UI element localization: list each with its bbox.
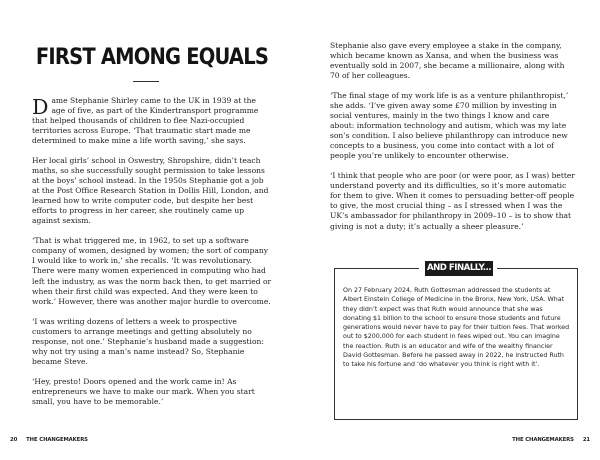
and-finally-text: On 27 February 2024, Ruth Gottesman addressed the students at Albert Einstein College of Medicine in the Bronx, New York, USA. What they didn’t expect was that Ruth would announce that she was donating $1 billion to the school to ensure those students and future generations would never have to pay for their tuition fees. That worked out to $200,000 for each student in fees wiped out. You can imagine the reaction. Ruth is an educator and wife of the wealthy financier David Gottesman. Before he passed away in 2022, he instructed Ruth to take his fortune and ‘do whatever you think is right with it’.	[343, 287, 570, 368]
running-footer: THE CHANGEMAKERS	[26, 437, 88, 443]
paragraph-1-text: ame Stephanie Shirley came to the UK in 1939 at the age of five, as part of the Kindertransport programme that helped thousands of children to flee Nazi-occupied territories across Europe. ‘That traumatic start made me determined to make mine a life worth saving,’ she says.	[32, 96, 259, 146]
right-page	[300, 0, 600, 460]
page-title: FIRST AMONG EQUALS	[35, 44, 269, 70]
paragraph-3: ‘That is what triggered me, in 1962, to set up a software company of women, designed by women; the sort of company I would like to work in,’ she recalls. ‘It was revolutionary. There were many women experienced in computing who had left the industry, as was the norm back then, to get married or when their first child was expected. And they were keen to work.’ However, there was another major hurdle to overcome.	[32, 236, 272, 306]
paragraph-4: ‘I was writing dozens of letters a week to prospective customers to arrange meetings and getting absolutely no response, not one.’ Stephanie’s husband made a suggestion: why not try using a man’s name instead? So, Stephanie became Steve.	[32, 316, 264, 366]
page-number: 20	[10, 437, 18, 443]
drop-cap: D	[32, 95, 49, 119]
left-folio	[10, 437, 88, 443]
box-top-rule-right	[497, 268, 578, 269]
paragraph-2: Her local girls’ school in Oswestry, Shropshire, didn’t teach maths, so she successfully sought permission to take lessons at the boys’ school instead. In the 1950s Stephanie got a job at the Post Office Research Station in Dollis Hill, London, and learned how to write computer code, but despite her best efforts to progress in her career, she routinely came up against sexism.	[32, 156, 269, 226]
and-finally-heading: AND FINALLY...	[425, 261, 493, 276]
right-body-column	[330, 41, 575, 232]
left-body-column	[32, 96, 272, 407]
title-divider	[133, 81, 159, 82]
page-number: 21	[582, 437, 590, 443]
paragraph-8: ‘I think that people who are poor (or were poor, as I was) better understand poverty and its difficulties, so it’s more automatic for them to give. When it comes to persuading better-off people to give, the most crucial thing – as I stressed when I was the UK’s ambassador for philanthropy in 2009–10 – is to show that giving is not a duty; it’s actually a sheer pleasure.’	[330, 171, 576, 231]
paragraph-1	[32, 96, 272, 146]
right-folio	[512, 437, 590, 443]
paragraph-6: Stephanie also gave every employee a stake in the company, which became known as Xansa, and when the business was eventually sold in 2007, she became a millionaire, along with 70 of her colleagues.	[330, 41, 565, 81]
box-top-rule-left	[334, 268, 419, 269]
paragraph-5: ‘Hey, presto! Doors opened and the work came in! As entrepreneurs we have to make our mark. When you start small, you have to be memorable.’	[32, 376, 255, 406]
running-footer: THE CHANGEMAKERS	[512, 437, 574, 443]
paragraph-7: ‘The final stage of my work life is as a venture philanthropist,’ she adds. ‘I’ve given away some £70 million by investing in social ventures, mainly in the two things I know and care about: information technology and autism, which was my late son’s condition. I also believe philanthropy can introduce new concepts to a business, you come into contact with a lot of people you’re unlikely to encounter otherwise.	[330, 91, 569, 161]
